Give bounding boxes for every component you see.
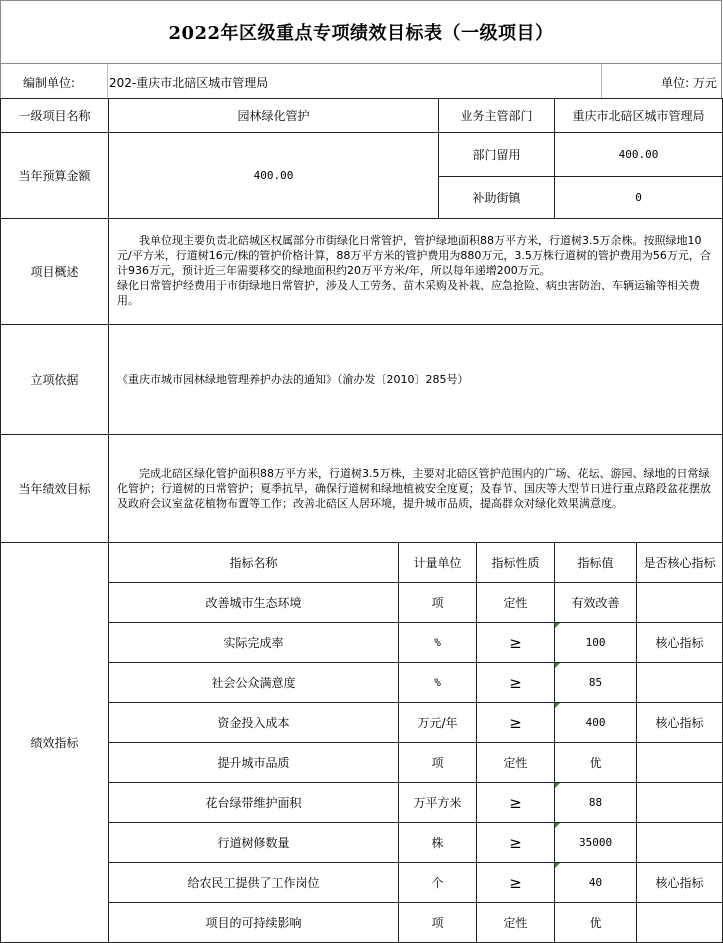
header-name: 指标名称 (109, 543, 399, 583)
budget-value: 400.00 (109, 133, 439, 219)
table-row (1, 663, 723, 703)
indicator-nature: 定性 (477, 903, 555, 943)
indicator-value: 35000 (555, 823, 637, 863)
indicator-name: 社会公众满意度 (109, 663, 399, 703)
target-table (0, 98, 723, 943)
page-title: 2022年区级重点专项绩效目标表（一级项目） (0, 0, 722, 64)
indicator-nature: ≥ (477, 623, 555, 663)
goal-label: 当年绩效目标 (1, 435, 109, 543)
unit-value: 202-重庆市北碚区城市管理局 (109, 76, 269, 90)
dept-value: 重庆市北碚区城市管理局 (555, 99, 723, 133)
overview-text-2: 绿化日常管护经费用于市街绿地日常管护，涉及人工劳务、苗木采购及补栽、应急抢险、病虫害防治、车辆运输等相关费用。 (117, 279, 700, 307)
indicator-unit: 万元/年 (399, 703, 477, 743)
indicator-unit: 株 (399, 823, 477, 863)
indicator-unit: 项 (399, 743, 477, 783)
indicator-value: 85 (555, 663, 637, 703)
indicator-value: 100 (555, 623, 637, 663)
indicator-core (637, 783, 723, 823)
indicator-core (637, 583, 723, 623)
retain-value: 400.00 (555, 133, 723, 177)
table-row (1, 863, 723, 903)
overview-cell (109, 219, 723, 325)
indicator-unit: 个 (399, 863, 477, 903)
table-row (1, 703, 723, 743)
basis-label: 立项依据 (1, 325, 109, 435)
indicator-nature: ≥ (477, 663, 555, 703)
basis-text: 《重庆市城市园林绿地管理养护办法的通知》（渝办发〔2010〕285号） (117, 373, 469, 386)
subsidy-value: 0 (555, 177, 723, 219)
indicator-core (637, 663, 723, 703)
indicator-unit: % (399, 663, 477, 703)
indicator-core (637, 903, 723, 943)
indicator-value: 88 (555, 783, 637, 823)
indicator-value: 优 (555, 903, 637, 943)
indicator-core (637, 823, 723, 863)
goal-text: 完成北碚区绿化管护面积88万平方米，行道树3.5万株，主要对北碚区管护范围内的广场、花坛、游园、绿地的日常绿化管护；行道树的日常管护；夏季抗旱，确保行道树和绿地植被安全度夏；及春节、国庆等大型节日进行重点路段盆花摆放及政府会议室盆花植物布置等工作；改善北碚区人居环境，提升城市品质，提高群众对绿化效果满意度。 (117, 467, 711, 510)
unit-label: 编制单位: (23, 76, 76, 90)
table-row (1, 783, 723, 823)
basis-cell (109, 325, 723, 435)
indicator-nature: ≥ (477, 703, 555, 743)
header-unit: 计量单位 (399, 543, 477, 583)
table-row (1, 743, 723, 783)
indicator-name: 行道树修数量 (109, 823, 399, 863)
divider (601, 64, 602, 98)
divider (107, 64, 108, 98)
goal-cell (109, 435, 723, 543)
project-name-label: 一级项目名称 (1, 99, 109, 133)
project-name-value: 园林绿化管护 (109, 99, 439, 133)
indicator-nature: ≥ (477, 823, 555, 863)
table-row (1, 623, 723, 663)
budget-label: 当年预算金额 (1, 133, 109, 219)
indicator-nature: 定性 (477, 743, 555, 783)
indicator-core: 核心指标 (637, 703, 723, 743)
indicator-nature: 定性 (477, 583, 555, 623)
header-nature: 指标性质 (477, 543, 555, 583)
indicator-unit: 万平方米 (399, 783, 477, 823)
indicator-name: 改善城市生态环境 (109, 583, 399, 623)
table-row (1, 583, 723, 623)
indicator-value: 40 (555, 863, 637, 903)
meta-row (0, 64, 722, 98)
table-row (1, 823, 723, 863)
indicator-unit: % (399, 623, 477, 663)
indicator-core: 核心指标 (637, 623, 723, 663)
retain-label: 部门留用 (439, 133, 555, 177)
overview-label: 项目概述 (1, 219, 109, 325)
indicator-name: 资金投入成本 (109, 703, 399, 743)
indicator-unit: 项 (399, 903, 477, 943)
indicators-label: 绩效指标 (1, 543, 109, 943)
indicator-unit: 项 (399, 583, 477, 623)
dept-label: 业务主管部门 (439, 99, 555, 133)
indicator-name: 花台绿带维护面积 (109, 783, 399, 823)
table-row (1, 903, 723, 943)
indicator-nature: ≥ (477, 863, 555, 903)
indicator-name: 给农民工提供了工作岗位 (109, 863, 399, 903)
indicator-value: 有效改善 (555, 583, 637, 623)
indicator-name: 提升城市品质 (109, 743, 399, 783)
indicator-core: 核心指标 (637, 863, 723, 903)
header-core: 是否核心指标 (637, 543, 723, 583)
currency-label: 单位: 万元 (661, 76, 717, 90)
indicator-value: 优 (555, 743, 637, 783)
indicator-name: 项目的可持续影响 (109, 903, 399, 943)
overview-text: 我单位现主要负责北碚城区权属部分市街绿化日常管护，管护绿地面积88万平方米，行道树3.5万余株。按照绿地10元/平方米，行道树16元/株的管护价格计算，88万平方米的管护费用为880万元，3.5万株行道树的管护费用为56万元，合计936万元，预计近三年需要移交的绿地面积约20万平方米/年，所以每年递增200万元。 (117, 234, 711, 277)
indicator-nature: ≥ (477, 783, 555, 823)
header-value: 指标值 (555, 543, 637, 583)
indicator-core (637, 743, 723, 783)
indicator-name: 实际完成率 (109, 623, 399, 663)
indicator-value: 400 (555, 703, 637, 743)
subsidy-label: 补助街镇 (439, 177, 555, 219)
